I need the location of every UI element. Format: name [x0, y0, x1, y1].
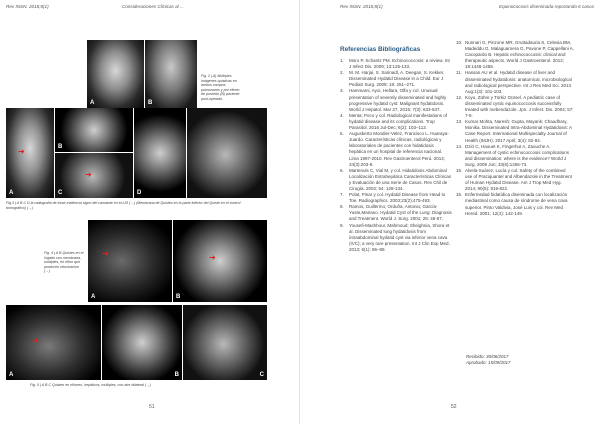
reference-item: 16. Enfermedad hidatídica diseminada con localización mediastinal como causa de síndrome de vena cava superior. Pinto Valdivia, José Luis y col. Rev Med Hered. 2001; 12(4): 142-149.	[456, 192, 568, 216]
figure-4-caption: Fig. 4 | A B Quistes en el hígado con membrana, múltiples, en riñon que producen íntoxicación (→)	[44, 251, 84, 274]
reference-item: 15. Alvela-Suárez, Lucía y col. Safety of the combined use of Praziquantel and Albendazole in the Treatment of Human Hydatid Disease. Am J Trop Med Hyg. 2014; 90(5): 819-822.	[456, 167, 572, 192]
reference-item: 2. M. M. Harjai, S. Sarinadl, A. Deegan, S. Kekker. Disseminated Hydatid Disease in a Child. Eur J Pediatr Surg. 2009; 19: 251–271.	[340, 70, 445, 88]
reference-item: 7. Polat, Pinar y col. Hydatid Disease from Head to Toe. Radiographics. 2003;23(2):475-493.	[340, 192, 446, 204]
figure-label: B	[174, 372, 179, 378]
red-arrow-icon: ➜	[18, 147, 25, 156]
reference-item: 8. Ramos, Guillermo; Orduña, Antonio; García-Yuste,Mariano. Hydatid Cyst of the Lung: Diagnosis and Treatment. World J. Surg. 2001; 25: 46-57.	[340, 204, 452, 222]
reference-item: 6. Martenuls C, Vial M, y col. Hidatidosis Abdominal Localización Extrahepática Características Clínicas y Evaluación de una Serie de Casos. Rev Chil de Cirugía. 2002; 54: 128-134.	[340, 167, 452, 191]
approved-date: Aprobado: 15/09/2017	[466, 360, 511, 365]
figure-3a-xray	[6, 108, 54, 198]
figure-label: B	[58, 144, 63, 150]
reference-item: 13. Kumar Mohta, Naresh; Gupta, Mayank; Chaudhary, Monika. Disseminated Intra-Abdominal Hydatidosis: A Case Report. International Multispecialty Journal of Health (IMJH). 2017 April; 3(4): 82-84.	[456, 119, 572, 143]
references-column-2	[456, 40, 574, 217]
figure-label: B	[148, 100, 153, 106]
running-header-journal: Rev INSN. 2018;8(1)	[6, 4, 49, 9]
received-date: Recibido: 30/06/2017	[466, 354, 509, 359]
figure-5-caption: Fig. 5 | A B C Quistes en riñones, hepáticos, múltiples, con aire bilateral (→)	[30, 383, 151, 387]
figure-label: A	[9, 190, 14, 196]
figure-label: A	[90, 100, 95, 106]
reference-item: 3. Hammami, Ayoi, Hellara, Olfa y col. Unusual presentation of severely disseminated and highly progressive hydatid cyst: Malignant hydatidosis. World J Hepatol. Mar 27, 2015; 7(3): 633-637.	[340, 88, 447, 112]
figure-3e-ct	[187, 108, 267, 198]
figure-2b-chest-xray	[145, 40, 197, 108]
page-number-right: 52	[451, 404, 457, 410]
reference-item: 5. Augusberto Mondier-Velez, Francisco L. Huaraya-Juardo. Características clínicas, radiológicas y laboratoriales de pacientes con hidatidosis hepática en un hospital de referencia nacional. Lima 1997-2010. Rev Gastroenterol Perú. 2014; 34(3):203-9.	[340, 131, 449, 167]
page-number-left: 51	[149, 404, 155, 410]
figure-label: A	[9, 372, 14, 378]
figure-3-caption: Fig.3 | A B C D la radiografía de tórax evidencia signo del camalote en el LID (→) (Membrana de Quistes en la parte inferior del Quiste en el control tomográfico) (→)	[6, 201, 241, 210]
article-dates	[466, 354, 511, 366]
figure-3c-ct	[55, 153, 133, 198]
reference-item: 4. Menta; Poco y col. Radiological manifestations of hydatid disease and its complications. Trop Parasitol. 2016 Jul-Dec; 6(2): 103–112.	[340, 112, 448, 131]
red-arrow-icon: ➜	[102, 249, 109, 258]
red-arrow-icon: ➜	[85, 170, 92, 179]
figure-label: C	[259, 372, 264, 378]
figure-3d-ct	[134, 108, 186, 198]
reference-item: 1. Moro P, Schantz PM. Echinococcosis: a review. Int J Infect Dis. 2009; 13:125-133.	[340, 58, 450, 70]
red-arrow-icon: ➜	[32, 336, 39, 345]
reference-item: 12. Koyo, Zühre y Türkiz Gürsel. A pediatric case of disseminated cystic equinococcosis successfully treated with mebendazole. Jpn. J Infect. Dis. 2004; 57: 7-9.	[456, 94, 574, 119]
figure-label: B	[176, 294, 181, 300]
figure-4a-ultrasound	[88, 220, 172, 302]
running-header-title: Consideraciones Clínicas al ...	[122, 4, 184, 9]
figure-label: C	[58, 190, 63, 196]
reference-item: 14. Dziri C, Haouet K, Fingerhut A, Zaouche A. Management of cystic echinococcosis complications and dissemination: where is the evidence? World J Surg. 2009 Jun; 33(6):1266-73.	[456, 143, 570, 167]
figure-5b-ct	[102, 305, 182, 380]
figure-4b-ct	[173, 220, 267, 302]
references-column-1	[340, 58, 452, 253]
figure-5a-ultrasound	[6, 305, 101, 380]
running-header-title: Equinococosis diseminada reportando 6 casos	[499, 4, 594, 9]
figure-label: A	[91, 294, 96, 300]
figure-2a-chest-xray	[87, 40, 144, 108]
red-arrow-icon: ➜	[209, 253, 216, 262]
running-header-journal: Rev INSN. 2018;8(1)	[340, 4, 383, 9]
figure-label: D	[137, 190, 142, 196]
reference-item: 10. Nunnari G, Pinzone MR, Gruttadauria S, Celesia BM, Madeddu G, Malaguarnera G, Pavone P, Cappellani A, Cacopardo B. Hepatic echinococcosis: clinical and therapeutic aspects. World J Gastroenterol. 2012; 18:1448-1458.	[456, 40, 574, 70]
figure-5c-ct	[183, 305, 267, 380]
figure-2-caption: Fig. 2 | A) Múltiples imágenes quísticas en ambos campos pulmonares y por efecto de posición (B) paciente post-operado.	[201, 74, 240, 101]
figure-3b-ct	[55, 108, 133, 152]
reference-item: 9. Yousefi-Mashhour, Mahmoud; Sheighnia, Shora et al. Disseminated lung hydatidosis from intraabdominal hydatid cyst via inferior vena cava (IVC); a very rare presentation. Int J Clin Exp Med. 2013; 6(1): 86–89.	[340, 222, 450, 252]
reference-item: 11. Hassan AU et al. Hydatid disease of liver and disseminated hydatidosis: anatomical, microbiological and radiological perspective. Int J Res Med Sci. 2013 Aug;1(3): 101-103.	[456, 70, 572, 94]
references-title: Referencias Bibliográficas	[340, 46, 421, 53]
